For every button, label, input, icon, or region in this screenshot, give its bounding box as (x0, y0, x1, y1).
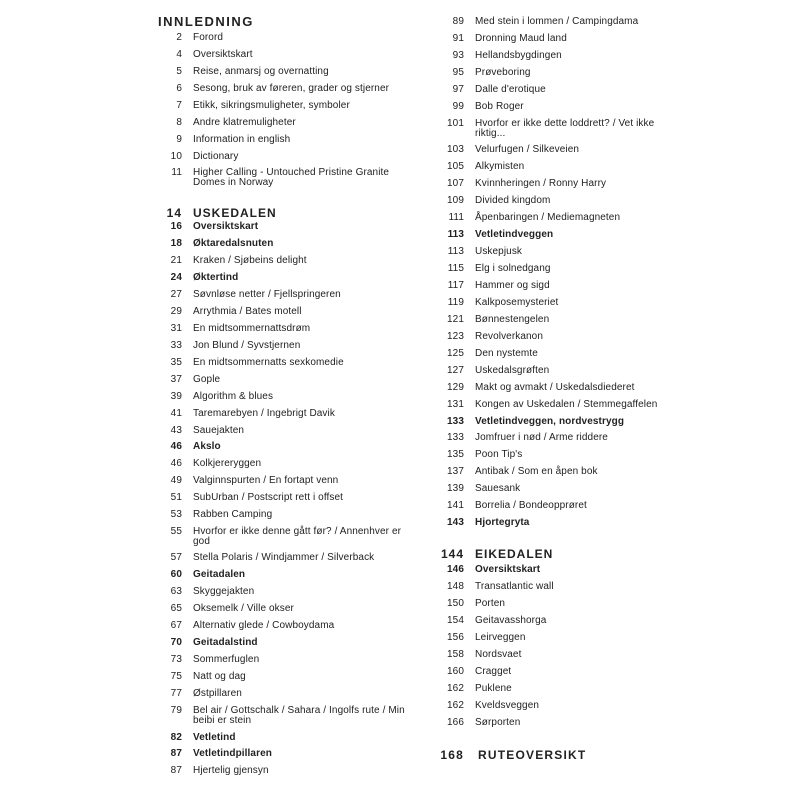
page-number: 37 (170, 374, 182, 385)
page-number: 63 (170, 586, 182, 597)
entry-title: En midtsommernatts sexkomedie (193, 357, 344, 368)
page-number: 93 (452, 50, 464, 61)
page-number: 133 (447, 416, 464, 427)
entry-title: Hellandsbygdingen (475, 50, 562, 61)
entry-title: Higher Calling - Untouched Pristine Granite Domes in Norway (193, 167, 390, 188)
entry-title: Med stein i lommen / Campingdama (475, 16, 639, 27)
page-number: 111 (448, 212, 464, 223)
entry-title: Dronning Maud land (475, 33, 567, 44)
page-number: 129 (447, 382, 464, 393)
page-number: 55 (170, 526, 182, 537)
entry-title: Dalle d'erotique (475, 84, 546, 95)
entry-title: Elg i solnedgang (475, 263, 551, 274)
page-number: 18 (170, 238, 182, 249)
page-number: 133 (447, 432, 464, 443)
page-number: 137 (447, 466, 464, 477)
page-number: 31 (170, 323, 182, 334)
page-number: 33 (170, 340, 182, 351)
page-number: 11 (171, 167, 182, 178)
page-number: 144 (440, 547, 464, 561)
page-number: 10 (170, 151, 182, 162)
page-number: 6 (176, 83, 182, 94)
entry-title: Sauejakten (193, 425, 245, 436)
page-number: 70 (170, 637, 182, 648)
page-number: 109 (447, 195, 464, 206)
page-number: 119 (447, 297, 464, 308)
entry-title: Søvnløse netter / Fjellspringeren (193, 289, 341, 300)
page-number: 135 (447, 449, 464, 460)
page-number: 107 (447, 178, 464, 189)
page-number: 14 (166, 206, 182, 220)
page-number: 27 (170, 289, 182, 300)
page-number: 127 (447, 365, 464, 376)
page-number: 168 (440, 748, 464, 762)
page-number: 125 (447, 348, 464, 359)
entry-title: Geitadalen (193, 569, 246, 580)
entry-title: Vetletindveggen, nordvestrygg (475, 416, 625, 427)
entry-title: Cragget (475, 666, 512, 677)
entry-title: Uskedalsgrøften (475, 365, 550, 376)
entry-title: Makt og avmakt / Uskedalsdiederet (475, 382, 635, 393)
entry-title: Transatlantic wall (475, 581, 554, 592)
entry-title: Hjortegryta (475, 517, 530, 528)
entry-title: Bel air / Gottschalk / Sahara / Ingolfs rute / Min beibi er stein (193, 705, 405, 726)
page-number: 65 (170, 603, 182, 614)
entry-title: Revolverkanon (475, 331, 544, 342)
entry-title: Borrelia / Bondeopprøret (475, 500, 587, 511)
entry-title: Stella Polaris / Windjammer / Silverback (193, 552, 375, 563)
page-number: 158 (447, 649, 464, 660)
entry-title: Valginnspurten / En fortapt venn (193, 475, 339, 486)
page-number: 139 (447, 483, 464, 494)
entry-title: Sesong, bruk av føreren, grader og stjerner (193, 83, 390, 94)
entry-title: Rabben Camping (193, 509, 273, 520)
page-number: 29 (170, 306, 182, 317)
entry-title: Algorithm & blues (193, 391, 274, 402)
entry-title: Antibak / Som en åpen bok (475, 466, 598, 477)
entry-title: Information in english (193, 134, 291, 145)
page-number: 146 (447, 564, 464, 575)
entry-title: Hvorfor er ikke denne gått før? / Annenhver er god (193, 526, 402, 547)
page-number: 77 (170, 688, 182, 699)
entry-title: Prøveboring (475, 67, 531, 78)
page-number: 51 (170, 492, 182, 503)
page-number: 7 (176, 100, 182, 111)
entry-title: Bønnestengelen (475, 314, 550, 325)
entry-title: Hjertelig gjensyn (193, 765, 269, 776)
entry-title: Porten (475, 598, 506, 609)
entry-title: Åpenbaringen / Mediemagneten (475, 212, 621, 223)
page-number: 5 (176, 66, 182, 77)
page-number: 131 (447, 399, 464, 410)
entry-title: Reise, anmarsj og overnatting (193, 66, 329, 77)
page-number: 97 (452, 84, 464, 95)
page-number: 95 (452, 67, 464, 78)
page-number: 91 (452, 33, 464, 44)
page-number: 101 (447, 118, 464, 129)
entry-title: Kalkposemysteriet (475, 297, 559, 308)
entry-title: Oversiktskart (475, 564, 541, 575)
entry-title: EIKEDALEN (475, 547, 554, 561)
page-number: 79 (170, 705, 182, 716)
entry-title: Sauesank (475, 483, 521, 494)
entry-title: RUTEOVERSIKT (478, 748, 587, 762)
entry-title: SubUrban / Postscript rett i offset (193, 492, 344, 503)
entry-title: Poon Tip's (475, 449, 523, 460)
entry-title: Geitavasshorga (475, 615, 547, 626)
entry-title: Natt og dag (193, 671, 246, 682)
entry-title: INNLEDNING (158, 14, 254, 29)
entry-title: Forord (193, 32, 224, 43)
entry-title: USKEDALEN (193, 206, 277, 220)
page-number: 4 (176, 49, 182, 60)
entry-title: Kvinnheringen / Ronny Harry (475, 178, 607, 189)
page-number: 16 (170, 221, 182, 232)
page-number: 113 (447, 229, 464, 240)
page-number: 73 (170, 654, 182, 665)
page-number: 115 (447, 263, 464, 274)
page-number: 60 (170, 569, 182, 580)
page-number: 99 (452, 101, 464, 112)
page-number: 8 (176, 117, 182, 128)
entry-title: Alternativ glede / Cowboydama (193, 620, 335, 631)
page-number: 162 (447, 700, 464, 711)
page-number: 53 (170, 509, 182, 520)
entry-title: Bob Roger (475, 101, 524, 112)
page-number: 103 (447, 144, 464, 155)
page-number: 166 (447, 717, 464, 728)
entry-title: Jon Blund / Syvstjernen (193, 340, 301, 351)
entry-title: Velurfugen / Silkeveien (475, 144, 580, 155)
page-number: 123 (447, 331, 464, 342)
page-number: 46 (170, 441, 182, 452)
page-number: 162 (447, 683, 464, 694)
entry-title: Østpillaren (193, 688, 242, 699)
entry-title: Kveldsveggen (475, 700, 540, 711)
page-number: 2 (176, 32, 182, 43)
entry-title: Etikk, sikringsmuligheter, symboler (193, 100, 350, 111)
page-number: 75 (170, 671, 182, 682)
entry-title: Leirveggen (475, 632, 526, 643)
entry-title: Øktaredalsnuten (193, 238, 274, 249)
page-number: 46 (170, 458, 182, 469)
entry-title: Andre klatremuligheter (193, 117, 296, 128)
page-number: 160 (447, 666, 464, 677)
entry-title: Hammer og sigd (475, 280, 550, 291)
page-number: 39 (170, 391, 182, 402)
page-number: 105 (447, 161, 464, 172)
entry-title: Gople (193, 374, 221, 385)
page-number: 21 (170, 255, 182, 266)
page-number: 154 (447, 615, 464, 626)
entry-title: En midtsommernattsdrøm (193, 323, 311, 334)
page-number: 24 (170, 272, 182, 283)
page-number: 9 (176, 134, 182, 145)
entry-title: Sørporten (475, 717, 521, 728)
entry-title: Sommerfuglen (193, 654, 260, 665)
entry-title: Den nystemte (475, 348, 538, 359)
page-number: 87 (170, 748, 182, 759)
page-number: 82 (170, 732, 182, 743)
entry-title: Divided kingdom (475, 195, 551, 206)
entry-title: Akslo (193, 441, 221, 452)
page-number: 141 (447, 500, 464, 511)
entry-title: Hvorfor er ikke dette loddrett? / Vet ikke riktig... (475, 118, 655, 139)
entry-title: Geitadalstind (193, 637, 258, 648)
page-number: 41 (170, 408, 182, 419)
entry-title: Oversiktskart (193, 221, 259, 232)
entry-title: Kraken / Sjøbeins delight (193, 255, 307, 266)
page-number: 121 (447, 314, 464, 325)
entry-title: Vetletindveggen (475, 229, 554, 240)
page-number: 143 (447, 517, 464, 528)
entry-title: Kongen av Uskedalen / Stemmegaffelen (475, 399, 658, 410)
page-number: 89 (452, 16, 464, 27)
page-number: 117 (447, 280, 464, 291)
page-number: 43 (170, 425, 182, 436)
entry-title: Kolkjereryggen (193, 458, 262, 469)
page-number: 113 (447, 246, 464, 257)
page-number: 67 (170, 620, 182, 631)
page-number: 57 (170, 552, 182, 563)
entry-title: Dictionary (193, 151, 239, 162)
entry-title: Oversiktskart (193, 49, 253, 60)
page-number: 148 (447, 581, 464, 592)
page-number: 150 (447, 598, 464, 609)
entry-title: Puklene (475, 683, 512, 694)
entry-title: Alkymisten (475, 161, 525, 172)
entry-title: Øktertind (193, 272, 239, 283)
page-number: 156 (447, 632, 464, 643)
entry-title: Skyggejakten (193, 586, 255, 597)
entry-title: Jomfruer i nød / Arme riddere (475, 432, 608, 443)
entry-title: Vetletind (193, 732, 236, 743)
entry-title: Nordsvaet (475, 649, 522, 660)
page-number: 35 (170, 357, 182, 368)
entry-title: Taremarebyen / Ingebrigt Davik (193, 408, 335, 419)
page-number: 87 (170, 765, 182, 776)
entry-title: Oksemelk / Ville okser (193, 603, 294, 614)
page-number: 49 (170, 475, 182, 486)
entry-title: Uskepjusk (475, 246, 523, 257)
entry-title: Arrythmia / Bates motell (193, 306, 302, 317)
entry-title: Vetletindpillaren (193, 748, 272, 759)
